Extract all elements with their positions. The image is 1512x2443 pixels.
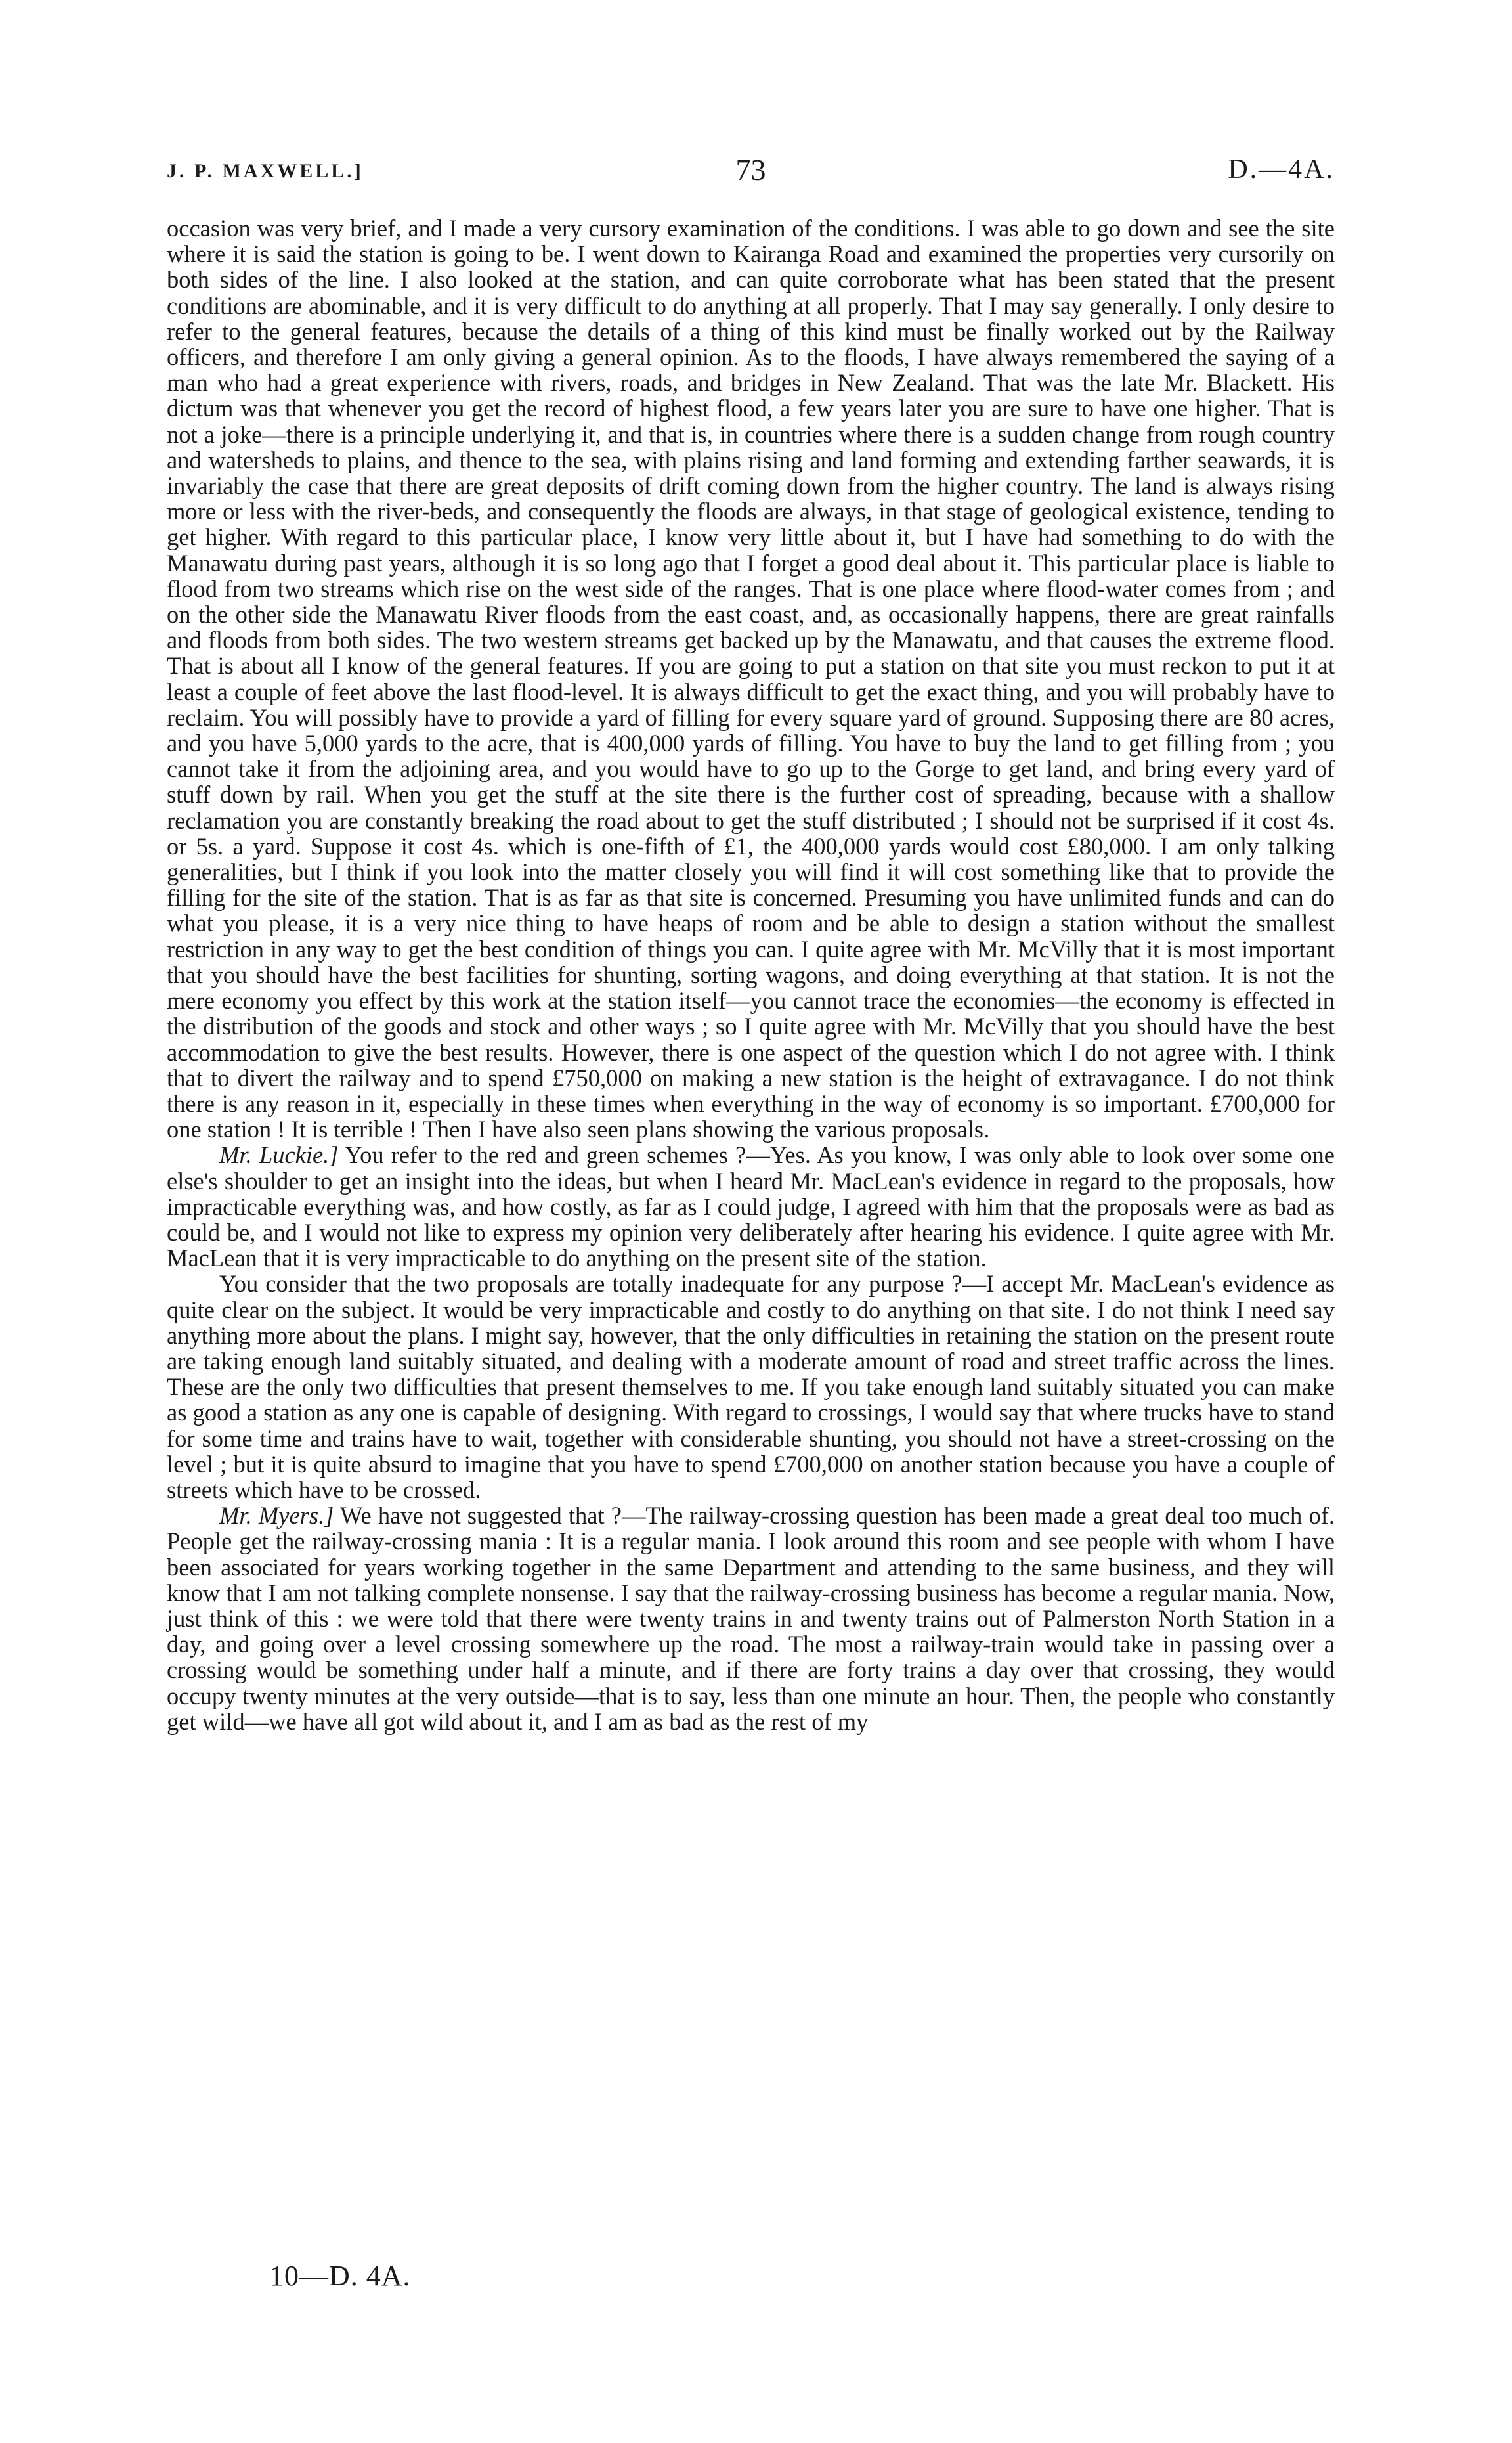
paragraph-text: You consider that the two proposals are totally inadequate for any purpose ?—I accept Mr. MacLean's evidence as quite clear on the subject. It would be very impracticable and costly to do anything on that site. I do not think I need say anything more about the plans. I might say, however, that the only difficulties in retaining the station on the present route are taking enough land suitably situated, and dealing with a moderate amount of road and street traffic across the lines. These are the only two difficulties that present themselves to me. If you take enough land suitably situated you can make as good a station as any one is capable of designing. With regard to crossings, I would say that where trucks have to stand for some time and trains have to wait, together with considerable shunting, you should not have a street-crossing on the level ; but it is quite absurd to imagine that you have to spend £700,000 on another station because you have a couple of streets which have to be crossed. <box>167 1270 1335 1503</box>
paragraph-text: occasion was very brief, and I made a very cursory examination of the conditions. I was able to go down and see the site where it is said the station is going to be. I went down to Kairanga Road and examined the properties very cursorily on both sides of the line. I also looked at the station, and can quite corroborate what has been stated that the present conditions are abominable, and it is very difficult to do anything at all properly. That I may say generally. I only desire to refer to the general features, because the details of a thing of this kind must be finally worked out by the Railway officers, and therefore I am only giving a general opinion. As to the floods, I have always remembered the saying of a man who had a great experience with rivers, roads, and bridges in New Zealand. That was the late Mr. Blackett. His dictum was that whenever you get the record of highest flood, a few years later you are sure to have one higher. That is not a joke—there is a principle underlying it, and that is, in countries where there is a sudden change from rough country and watersheds to plains, and thence to the sea, with plains rising and land forming and extending farther seawards, it is invariably the case that there are great deposits of drift coming down from the higher country. The land is always rising more or less with the river-beds, and consequently the floods are always, in that stage of geological existence, tending to get higher. With regard to this particular place, I know very little about it, but I have had something to do with the Manawatu during past years, although it is so long ago that I forget a good deal about it. This particular place is liable to flood from two streams which rise on the west side of the ranges. That is one place where flood-water comes from ; and on the other side the Manawatu River floods from the east coast, and, as occasionally happens, there are great rainfalls and floods from both sides. The two western streams get backed up by the Manawatu, and that causes the extreme flood. That is about all I know of the general features. If you are going to put a station on that site you must reckon to put it at least a couple of feet above the last flood-level. It is always difficult to get the exact thing, and you will probably have to reclaim. You will possibly have to provide a yard of filling for every square yard of ground. Supposing there are 80 acres, and you have 5,000 yards to the acre, that is 400,000 yards of filling. You have to buy the land to get filling from ; you cannot take it from the adjoining area, and you would have to go up to the Gorge to get land, and bring every yard of stuff down by rail. When you get the stuff at the site there is the further cost of spreading, because with a shallow reclamation you are constantly breaking the road about to get the stuff distributed ; I should not be surprised if it cost 4s. or 5s. a yard. Suppose it cost 4s. which is one-fifth of £1, the 400,000 yards would cost £80,000. I am only talking generalities, but I think if you look into the matter closely you will find it will cost something like that to provide the filling for the site of the station. That is as far as that site is concerned. Presuming you have unlimited funds and can do what you please, it is a very nice thing to have heaps of room and be able to design a station without the smallest restriction in any way to get the best condition of things you can. I quite agree with Mr. McVilly that it is most important that you should have the best facilities for shunting, sorting wagons, and doing everything at that station. It is not the mere economy you effect by this work at the station itself—you cannot trace the economies—the economy is effected in the distribution of the goods and stock and other ways ; so I quite agree with Mr. McVilly that you should have the best accommodation to give the best results. However, there is one aspect of the question which I do not agree with. I think that to divert the railway and to spend £750,000 on making a new station is the height of extravagance. I do not think there is any reason in it, especially in these times when everything in the way of economy is so important. £700,000 for one station ! It is terrible ! Then I have also seen plans showing the various proposals. <box>167 215 1335 1143</box>
witness-name: J. P. MAXWELL.] <box>167 160 364 182</box>
paragraph-text: We have not suggested that ?—The railway-crossing question has been made a great deal too much of. People get the railway-crossing mania : It is a regular mania. I look around this room and see people with whom I have been associated for years working together in the same Department and attending to the same business, and they will know that I am not talking complete nonsense. I say that the railway-crossing business has become a regular mania. Now, just think of this : we were told that there were twenty trains in and twenty trains out of Palmerston North Station in a day, and going over a level crossing somewhere up the road. The most a railway-train would take in passing over a crossing would be something under half a minute, and if there are forty trains a day over that crossing, they would occupy twenty minutes at the very outside—that is to say, less than one minute an hour. Then, the people who constantly get wild—we have all got wild about it, and I am as bad as the rest of my <box>167 1502 1335 1735</box>
printer-signature: 10—D. 4A. <box>269 2260 411 2292</box>
speaker-label: Mr. Myers.] <box>219 1502 334 1530</box>
paragraph <box>167 1271 1335 1503</box>
page-header <box>167 152 1335 192</box>
page-number: 73 <box>735 153 766 187</box>
paper-reference: D.—4A. <box>1228 154 1335 185</box>
speaker-label: Mr. Luckie.] <box>219 1141 339 1169</box>
paragraph <box>167 1503 1335 1734</box>
paragraph <box>167 1142 1335 1271</box>
evidence-body <box>167 215 1335 1734</box>
paragraph <box>167 215 1335 1142</box>
paragraph-text: You refer to the red and green schemes ?—Yes. As you know, I was only able to look over some one else's shoulder to get an insight into the ideas, but when I heard Mr. MacLean's evidence in regard to the proposals, how impracticable everything was, and how costly, as far as I could judge, I agreed with him that the proposals were as bad as could be, and I would not like to express my opinion very deliberately after hearing his evidence. I quite agree with Mr. MacLean that it is very impracticable to do anything on the present site of the station. <box>167 1141 1335 1272</box>
